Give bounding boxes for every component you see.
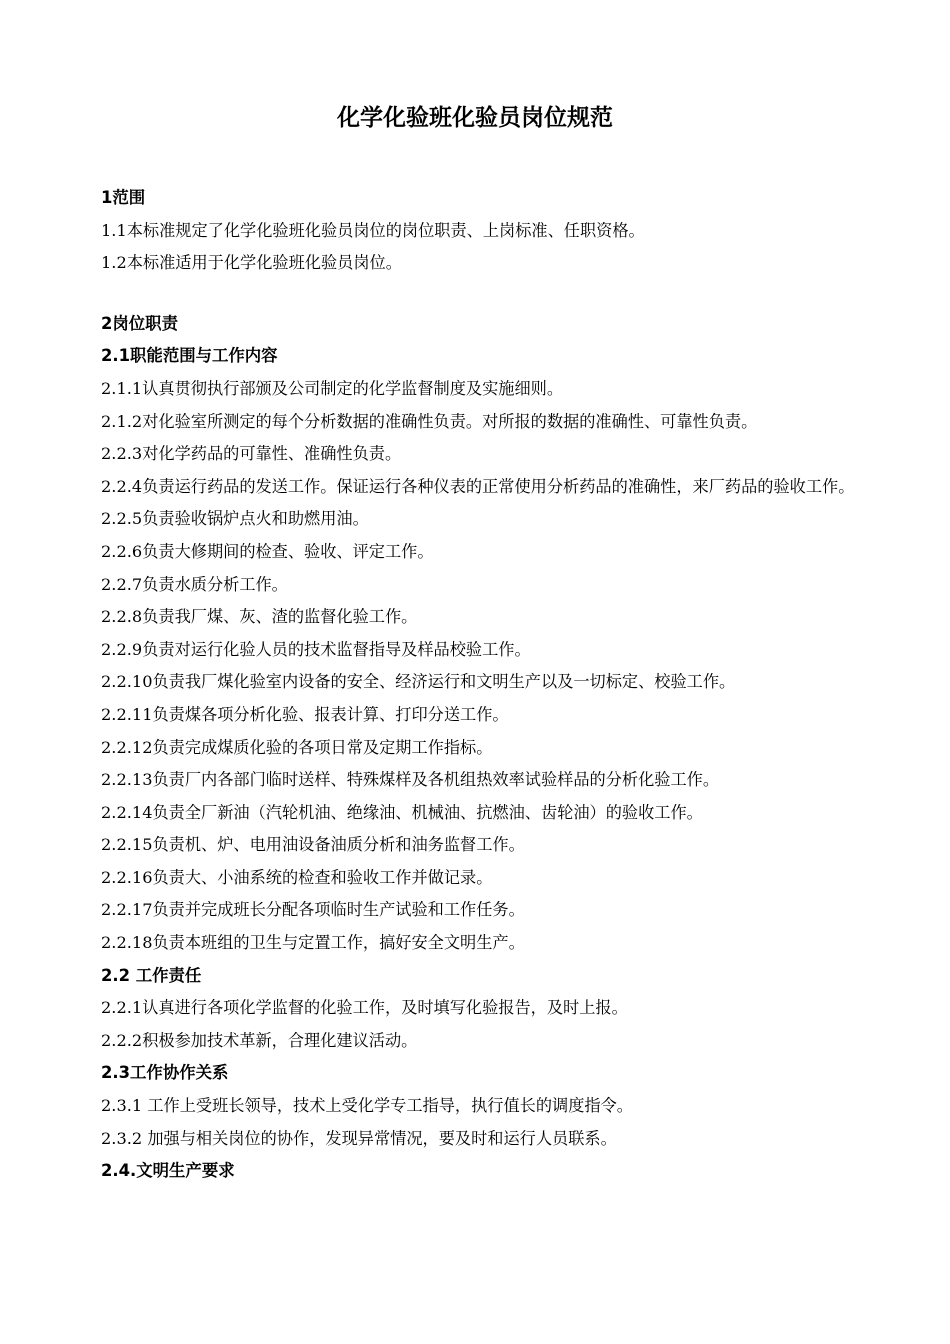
paragraph: 2.2.5负责验收锅炉点火和助燃用油。 [101,509,369,529]
section-heading-duties: 2岗位职责 [101,313,178,333]
paragraph: 2.2.15负责机、炉、电用油设备油质分析和油务监督工作。 [101,835,525,855]
section-gap [101,280,881,308]
paragraph: 2.2.6负责大修期间的检查、验收、评定工作。 [101,541,434,561]
section-heading-scope: 1范围 [101,188,146,207]
paragraph: 2.2.8负责我厂煤、灰、渣的监督化验工作。 [101,607,418,627]
subsection-heading-responsibility: 2.2 工作责任 [101,965,202,985]
paragraph: 2.2.14负责全厂新油（汽轮机油、绝缘油、机械油、抗燃油、齿轮油）的验收工作。 [101,802,703,822]
subsection-heading-scope-of-work: 2.1职能范围与工作内容 [101,346,278,366]
paragraph: 2.2.13负责厂内各部门临时送样、特殊煤样及各机组热效率试验样品的分析化验工作。 [101,770,720,790]
paragraph: 2.2.16负责大、小油系统的检查和验收工作并做记录。 [101,867,493,887]
paragraph: 2.2.2积极参加技术革新，合理化建议活动。 [101,1030,418,1050]
paragraph: 2.2.17负责并完成班长分配各项临时生产试验和工作任务。 [101,900,525,920]
paragraph: 2.1.2对化验室所测定的每个分析数据的准确性负责。对所报的数据的准确性、可靠性负责。 [101,411,758,431]
paragraph: 2.3.2 加强与相关岗位的协作，发现异常情况，要及时和运行人员联系。 [101,1128,617,1148]
paragraph: 2.2.4负责运行药品的发送工作。保证运行各种仪表的正常使用分析药品的准确性，来厂药品的验收工作。 [101,476,855,496]
paragraph: 1.2本标准适用于化学化验班化验员岗位。 [101,253,402,273]
document-body [101,182,881,1188]
paragraph: 1.1本标准规定了化学化验班化验员岗位的岗位职责、上岗标准、任职资格。 [101,220,645,240]
subsection-heading-civilized-production: 2.4.文明生产要求 [101,1161,235,1181]
paragraph: 2.2.9负责对运行化验人员的技术监督指导及样品校验工作。 [101,639,531,659]
paragraph: 2.2.3对化学药品的可靠性、准确性负责。 [101,444,402,464]
paragraph: 2.2.10负责我厂煤化验室内设备的安全、经济运行和文明生产以及一切标定、校验工作。 [101,672,736,692]
subsection-heading-cooperation: 2.3工作协作关系 [101,1063,229,1083]
paragraph: 2.3.1 工作上受班长领导，技术上受化学专工指导，执行值长的调度指令。 [101,1096,633,1116]
paragraph: 2.2.18负责本班组的卫生与定置工作，搞好安全文明生产。 [101,933,525,953]
paragraph: 2.1.1认真贯彻执行部颁及公司制定的化学监督制度及实施细则。 [101,378,564,398]
paragraph: 2.2.12负责完成煤质化验的各项日常及定期工作指标。 [101,737,493,757]
document-title: 化学化验班化验员岗位规范 [337,105,613,131]
paragraph: 2.2.7负责水质分析工作。 [101,574,288,594]
paragraph: 2.2.11负责煤各项分析化验、报表计算、打印分送工作。 [101,704,509,724]
paragraph: 2.2.1认真进行各项化学监督的化验工作，及时填写化验报告，及时上报。 [101,998,628,1018]
